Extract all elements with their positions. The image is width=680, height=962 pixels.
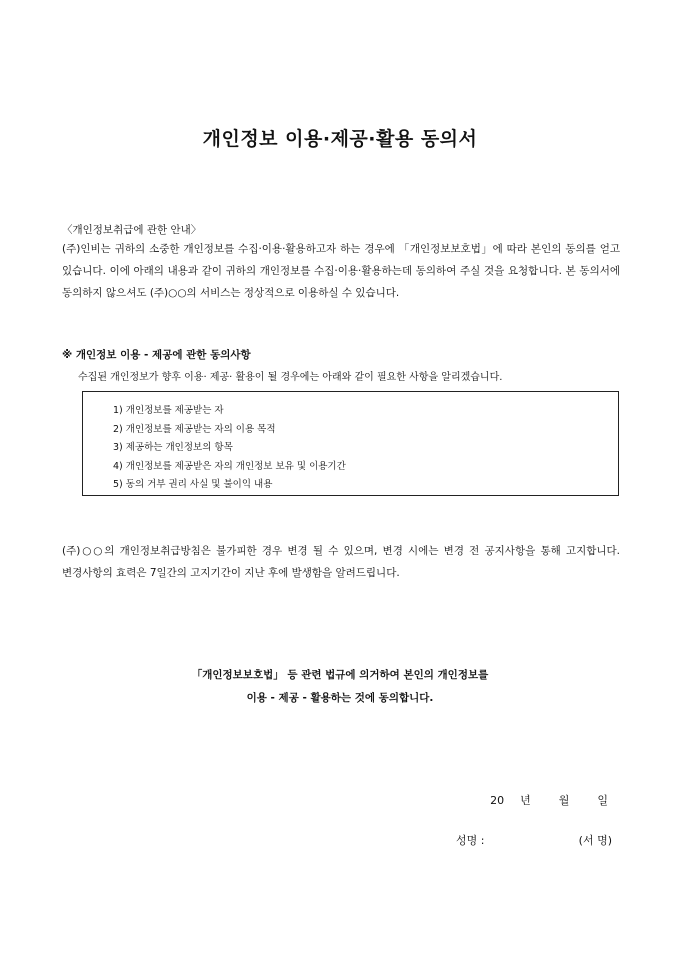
consent-item-provider: 1) 개인정보를 제공받는 자 <box>113 405 224 416</box>
consent-items-list <box>83 392 618 495</box>
signature-name-label: 성명 : <box>456 834 485 847</box>
date-year-unit: 년 <box>520 794 531 807</box>
date-day-unit: 일 <box>597 794 608 807</box>
consent-item-fields: 3) 제공하는 개인정보의 항목 <box>113 442 233 453</box>
date-year: 20 <box>490 794 505 807</box>
consent-item-retention: 4) 개인정보를 제공받은 자의 개인정보 보유 및 이용기간 <box>113 460 346 472</box>
consent-subtext: 수집된 개인정보가 향후 이용· 제공· 활용이 될 경우에는 아래와 같이 필요한 사항을 알리겠습니다. <box>78 372 503 383</box>
guide-intro-paragraph: (주)인비는 귀하의 소중한 개인정보를 수집·이용·활용하고자 하는 경우에 「개인정보보호법」에 따라 본인의 동의를 얻고 있습니다. 이에 아래의 내용과 같이 귀하의 개인정보를 수집·이용·활용하는데 동의하여 주실 것을 요청합니다. 본 동의서에 동의하지 않으셔도 (주)○○의 서비스는 정상적으로 이용하실 수 있습니다. <box>62 243 620 299</box>
date-month-unit: 월 <box>558 794 570 807</box>
date-row <box>490 792 608 808</box>
policy-paragraph: (주)○○의 개인정보취급방침은 불가피한 경우 변경 될 수 있으며, 변경 시에는 변경 전 공지사항을 통해 고지합니다. 변경사항의 효력은 7일간의 고지기간이 지난 후에 발생함을 알려드립니다. <box>62 545 620 579</box>
guide-heading: 〈개인정보취급에 관한 안내〉 <box>62 224 202 236</box>
document-title: 개인정보 이용·제공·활용 동의서 <box>202 128 478 150</box>
signature-sign-label: (서 명) <box>578 834 612 847</box>
declaration-line-2: 이용 - 제공 - 활용하는 것에 동의합니다. <box>246 692 434 704</box>
consent-item-refusal-rights: 5) 동의 거부 권리 사실 및 불이익 내용 <box>113 479 273 490</box>
consent-items-box <box>82 391 619 496</box>
consent-item-purpose: 2) 개인정보를 제공받는 자의 이용 목적 <box>113 423 276 435</box>
declaration-line-1: 「개인정보보호법」 등 관련 법규에 의거하여 본인의 개인정보를 <box>191 669 489 681</box>
consent-heading: ※ 개인정보 이용 - 제공에 관한 동의사항 <box>62 349 251 361</box>
